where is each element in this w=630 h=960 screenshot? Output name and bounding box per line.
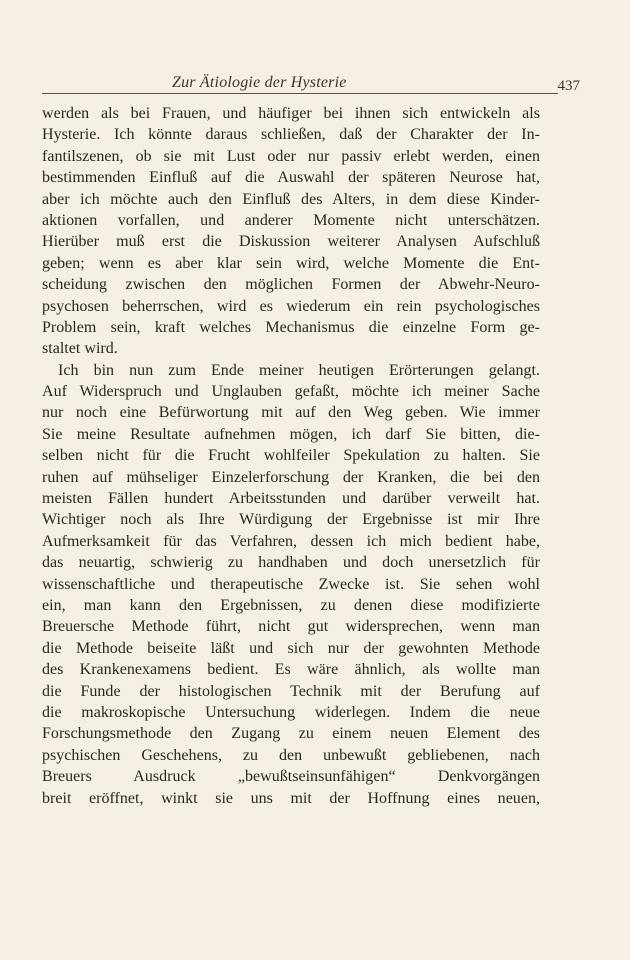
running-title: Zur Ätiologie der Hysterie [172,74,347,91]
text-line: werden als bei Frauen, und häufiger bei ihnen sich entwickeln als [42,105,540,122]
text-line: Breuers Ausdruck „bewußtseinsunfähigen“ Denkvorgängen [42,768,540,786]
page-header [42,72,590,96]
text-line: meisten Fällen hundert Arbeitsstunden und darüber verweilt hat. [42,490,540,508]
text-line: Forschungsmethode den Zugang zu einem neuen Element des [42,725,540,743]
text-line: bestimmenden Einfluß auf die Auswahl der späteren Neurose hat, [42,169,540,187]
text-line: scheidung zwischen den möglichen Formen der Abwehr-Neuro- [42,276,540,294]
paragraph-end-line: staltet wird. [42,340,118,358]
text-line: das neuartig, schwierig zu handhaben und doch unersetzlich für [42,554,540,572]
text-line: fantilszenen, ob sie mit Lust oder nur passiv erlebt werden, einen [42,147,540,165]
text-line: Breuersche Methode führt, nicht gut widersprechen, wenn man [42,618,540,636]
text-line: aber ich möchte auch den Einfluß des Alters, in dem diese Kinder- [42,190,540,208]
text-line: Sie meine Resultate aufnehmen mögen, ich darf Sie bitten, die- [42,425,540,443]
text-line: psychischen Geschehens, zu den unbewußt gebliebenen, nach [42,746,540,764]
text-line: Wichtiger noch als Ihre Würdigung der Ergebnisse ist mir Ihre [42,511,540,529]
text-line: ein, man kann den Ergebnissen, zu denen diese modifizierte [42,596,540,614]
text-line: psychosen beherrschen, wird es wiederum ein rein psychologisches [42,297,540,315]
text-line: Hierüber muß erst die Diskussion weiterer Analysen Aufschluß [42,233,540,251]
text-line: die Methode beiseite läßt und sich nur der gewohnten Methode [42,639,540,657]
text-line: aktionen vorfallen, und anderer Momente nicht unterschätzen. [42,211,540,229]
text-line: breit eröffnet, winkt sie uns mit der Hoffnung eines neuen, [42,789,540,807]
text-line: ruhen auf mühseliger Einzelerforschung der Kranken, die bei den [42,468,540,486]
text-line: des Krankenexamens bedient. Es wäre ähnlich, als wollte man [42,661,540,679]
text-line: geben; wenn es aber klar sein wird, welche Momente die Ent- [42,254,540,272]
text-line: selben nicht für die Frucht wohlfeiler Spekulation zu halten. Sie [42,447,540,465]
text-line: Aufmerksamkeit für das Verfahren, dessen ich mich bedient habe, [42,532,540,550]
text-line: Hysterie. Ich könnte daraus schließen, daß der Charakter der In- [42,126,540,144]
text-line: Problem sein, kraft welches Mechanismus die einzelne Form ge- [42,318,540,336]
page-number: 437 [557,78,580,94]
text-line: nur noch eine Befürwortung mit auf den Weg geben. Wie immer [42,404,540,422]
text-line: Auf Widerspruch und Unglauben gefaßt, möchte ich meiner Sache [42,383,540,401]
header-rule [42,93,558,94]
body-text [42,103,540,809]
paragraph-start-line: Ich bin nun zum Ende meiner heutigen Erörterungen gelangt. [58,361,540,379]
text-line: wissenschaftliche und therapeutische Zwecke ist. Sie sehen wohl [42,575,540,593]
text-line: die makroskopische Untersuchung widerlegen. Indem die neue [42,703,540,721]
text-line: die Funde der histologischen Technik mit der Berufung auf [42,682,540,700]
